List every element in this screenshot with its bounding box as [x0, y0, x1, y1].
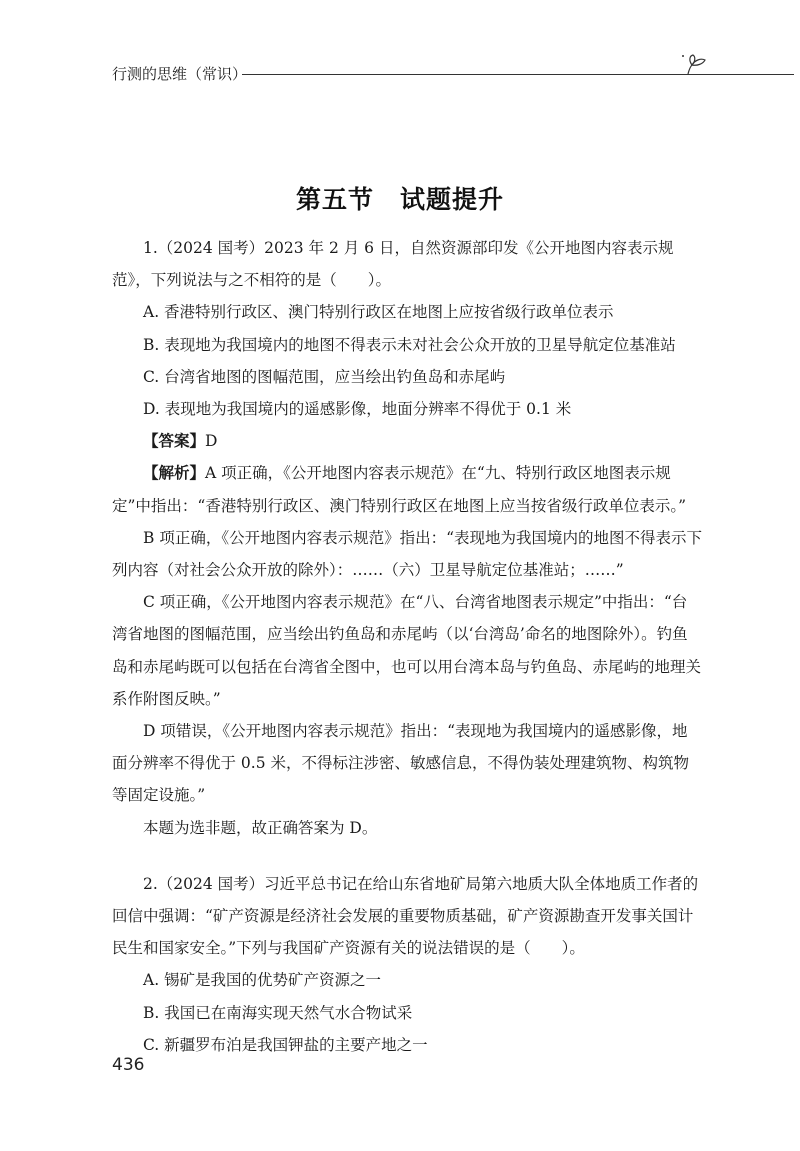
analysis-tag: 【解析】: [143, 464, 206, 483]
q1-answer: [112, 425, 702, 457]
header-title: 行测的思维（常识）: [112, 65, 248, 83]
q2-option-b: B. 我国已在南海实现天然气水合物试采: [143, 1003, 413, 1022]
q1-stem: 1.（2024 国考）2023 年 2 月 6 日，自然资源部印发《公开地图内容表示规范》，下列说法与之不相符的是（ ）。: [112, 239, 674, 290]
q1-option-d: D. 表现地为我国境内的遥感影像，地面分辨率不得优于 0.1 米: [143, 400, 572, 419]
sprout-icon: [680, 48, 714, 78]
q1-analysis-b: B 项正确，《公开地图内容表示规范》指出：“表现地为我国境内的地图不得表示下列内容（对社会公众开放的除外）：……（六）卫星导航定位基准站；……”: [112, 528, 702, 580]
q1-analysis-c: C 项正确，《公开地图内容表示规范》在“八、台湾省地图表示规定”中指出：“台湾省地图的图幅范围，应当绘出钓鱼岛和赤尾屿（以‘台湾岛’命名的地图除外）。钓鱼岛和赤尾屿既可以包括在台湾省全图中，也可以用台湾本岛与钓鱼岛、赤尾屿的地理关系作附图反映。”: [112, 593, 702, 708]
q1-option-c: C. 台湾省地图的图幅范围，应当绘出钓鱼岛和赤尾屿: [143, 367, 506, 386]
q1-option-a: A. 香港特别行政区、澳门特别行政区在地图上应按省级行政单位表示: [143, 303, 614, 322]
q2-stem: 2.（2024 国考）习近平总书记在给山东省地矿局第六地质大队全体地质工作者的回信中强调：“矿产资源是经济社会发展的重要物质基础，矿产资源勘查开发事关国计民生和国家安全。”下列与我国矿产资源有关的说法错误的是（ ）。: [112, 874, 699, 958]
analysis-a-text: A 项正确，《公开地图内容表示规范》在“九、特别行政区地图表示规定”中指出：“香港特别行政区、澳门特别行政区在地图上应当按省级行政单位表示。”: [112, 464, 687, 515]
answer-tag: 【答案】: [143, 432, 206, 451]
q2-option-c: C. 新疆罗布泊是我国钾盐的主要产地之一: [143, 1035, 428, 1054]
q1-analysis-d: D 项错误，《公开地图内容表示规范》指出：“表现地为我国境内的遥感影像，地面分辨率不得优于 0.5 米，不得标注涉密、敏感信息，不得伪装处理建筑物、构筑物等固定设施。”: [112, 722, 690, 805]
q1-analysis-a: [112, 457, 702, 521]
page-content: [112, 232, 702, 1061]
running-header: [112, 62, 712, 86]
answer-value: D: [205, 432, 218, 451]
q1-conclusion: 本题为选非题，故正确答案为 D。: [143, 818, 378, 837]
section-title: 第五节 试题提升: [295, 185, 504, 214]
page-number: 436: [112, 1055, 145, 1075]
q2-option-a: A. 锡矿是我国的优势矿产资源之一: [143, 971, 382, 990]
q1-option-b: B. 表现地为我国境内的地图不得表示未对社会公众开放的卫星导航定位基准站: [143, 335, 676, 354]
